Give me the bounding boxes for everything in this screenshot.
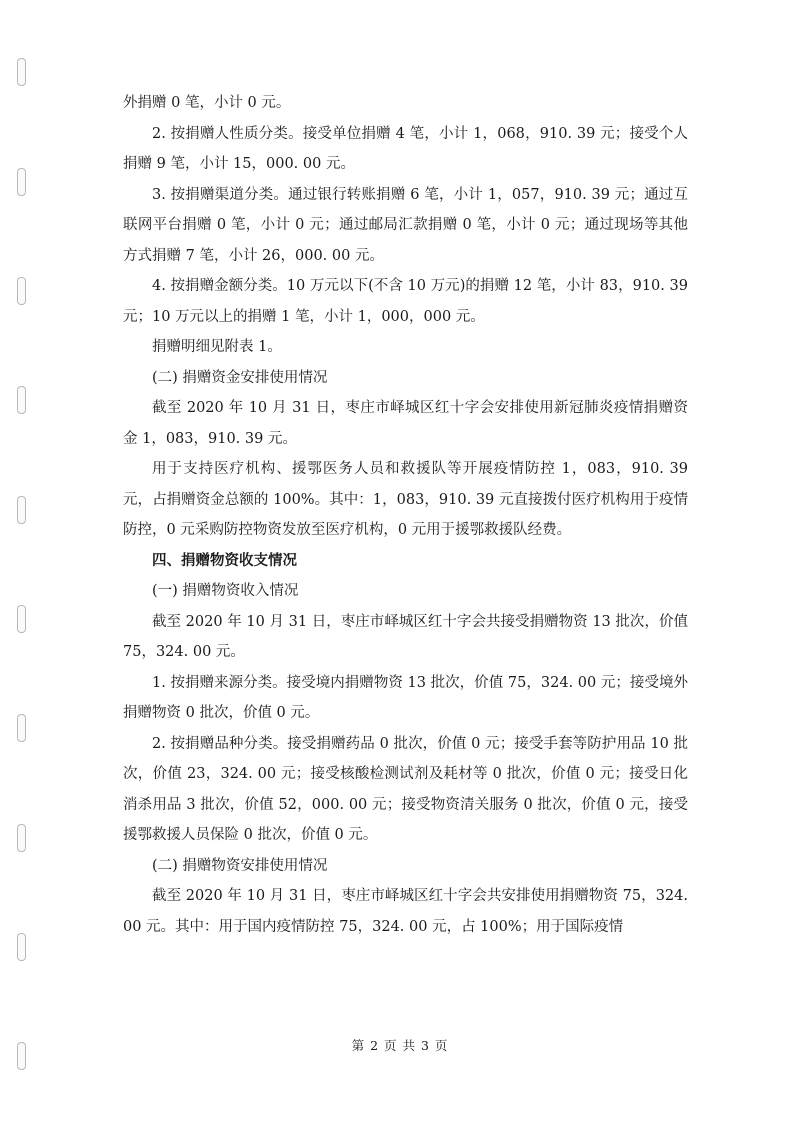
- subheading-material-usage: (二) 捐赠物资安排使用情况: [152, 857, 328, 874]
- paragraph-donation-channel: 3. 按捐赠渠道分类。通过银行转账捐赠 6 笔，小计 1，057，910. 39 元；通过互联网平台捐赠 0 笔，小计 0 元；通过邮局汇款捐赠 0 笔，小计 0 元；通过现场等其他方式捐赠 7 笔，小计 26，000. 00 元。: [123, 186, 688, 264]
- paragraph-fund-usage: 截至 2020 年 10 月 31 日，枣庄市峄城区红十字会安排使用新冠肺炎疫情捐赠资金 1，083，910. 39 元。: [123, 400, 688, 447]
- binder-hole: [17, 496, 26, 524]
- paragraph-continued: 外捐赠 0 笔，小计 0 元。: [123, 95, 291, 111]
- paragraph-donor-type: 2. 按捐赠人性质分类。接受单位捐赠 4 笔，小计 1，068，910. 39 元；接受个人捐赠 9 笔，小计 15，000. 00 元。: [123, 125, 688, 172]
- paragraph-material-source: 1. 按捐赠来源分类。接受境内捐赠物资 13 批次，价值 75，324. 00 元；接受境外捐赠物资 0 批次，价值 0 元。: [123, 674, 688, 721]
- binder-hole: [17, 277, 26, 305]
- subheading-material-income: (一) 捐赠物资收入情况: [152, 583, 299, 599]
- binder-hole: [17, 168, 26, 196]
- binder-hole: [17, 714, 26, 742]
- binder-holes: [17, 0, 29, 1131]
- binder-hole: [17, 386, 26, 414]
- binder-hole: [17, 58, 26, 86]
- paragraph-material-usage: 截至 2020 年 10 月 31 日，枣庄市峄城区红十字会共安排使用捐赠物资 75，324. 00 元。其中：用于国内疫情防控 75，324. 00 元，占 100%；用于国际疫情: [123, 888, 688, 935]
- page-number-footer: 第 2 页 共 3 页: [351, 1038, 449, 1053]
- binder-hole: [17, 933, 26, 961]
- document-body: [123, 88, 688, 942]
- section-heading-materials: 四、捐赠物资收支情况: [152, 552, 297, 569]
- subheading-fund-usage: (二) 捐赠资金安排使用情况: [152, 369, 328, 386]
- paragraph-fund-support: 用于支持医疗机构、援鄂医务人员和救援队等开展疫情防控 1，083，910. 39 元，占捐赠资金总额的 100%。其中：1，083，910. 39 元直接拨付医疗机构用于疫情防控，0 元采购防控物资发放至医疗机构，0 元用于援鄂救援队经费。: [123, 461, 688, 538]
- paragraph-donation-amount: 4. 按捐赠金额分类。10 万元以下(不含 10 万元)的捐赠 12 笔，小计 83，910. 39 元；10 万元以上的捐赠 1 笔，小计 1，000，000 元。: [123, 278, 688, 325]
- binder-hole: [17, 605, 26, 633]
- paragraph-material-income: 截至 2020 年 10 月 31 日，枣庄市峄城区红十字会共接受捐赠物资 13 批次，价值 75，324. 00 元。: [123, 613, 688, 660]
- paragraph-material-category: 2. 按捐赠品种分类。接受捐赠药品 0 批次，价值 0 元；接受手套等防护用品 10 批次，价值 23，324. 00 元；接受核酸检测试剂及耗材等 0 批次，价值 0 元；接受日化消杀用品 3 批次，价值 52，000. 00 元；接受物资清关服务 0 批次，价值 0 元，接受援鄂救援人员保险 0 批次，价值 0 元。: [123, 735, 688, 843]
- binder-hole: [17, 824, 26, 852]
- paragraph-detail-note: 捐赠明细见附表 1。: [152, 339, 282, 355]
